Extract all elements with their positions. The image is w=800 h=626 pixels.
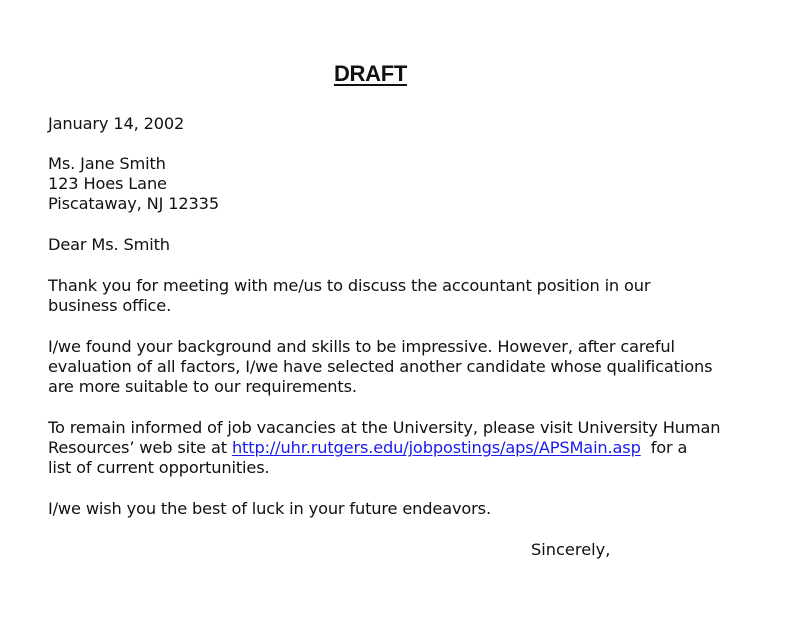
paragraph-2-line-1: I/we found your background and skills to be impressive. However, after careful [48,337,675,356]
recipient-city-state-zip: Piscataway, NJ 12335 [48,194,219,213]
closing: Sincerely, [531,540,611,559]
paragraph-2-line-3: are more suitable to our requirements. [48,377,357,396]
salutation: Dear Ms. Smith [48,235,170,254]
paragraph-3-line-1: To remain informed of job vacancies at the University, please visit University Human [48,418,721,437]
paragraph-3-line-3: list of current opportunities. [48,458,270,477]
paragraph-4: I/we wish you the best of luck in your future endeavors. [48,499,491,518]
recipient-name: Ms. Jane Smith [48,154,166,173]
paragraph-2-line-2: evaluation of all factors, I/we have selected another candidate whose qualifications [48,357,713,376]
draft-title [0,60,741,88]
paragraph-3-line-2 [48,438,687,458]
paragraph-3-line-2-prefix: Resources’ web site at [48,438,232,457]
job-postings-link[interactable]: http://uhr.rutgers.edu/jobpostings/aps/APSMain.asp [231,438,641,457]
paragraph-3-line-2-suffix: for a [640,438,688,457]
draft-title-text: DRAFT [333,61,408,86]
recipient-street: 123 Hoes Lane [48,174,167,193]
paragraph-1-line-1: Thank you for meeting with me/us to discuss the accountant position in our [48,276,651,295]
paragraph-1-line-2: business office. [48,296,172,315]
letter-date: January 14, 2002 [48,114,185,133]
